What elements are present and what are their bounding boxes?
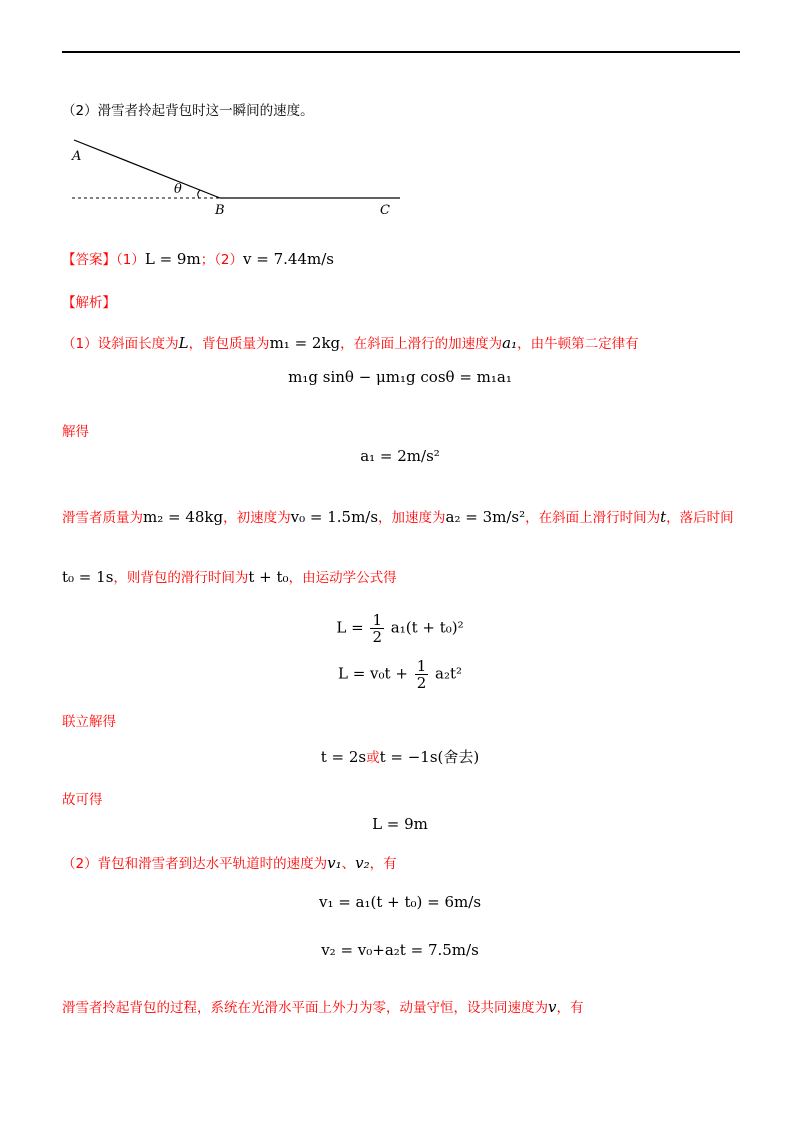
solve-label: 解得 xyxy=(62,424,89,440)
eq-L1-right: a₁(t + t₀)² xyxy=(390,618,464,637)
var-v1: v₁ xyxy=(327,854,342,872)
momentum-text-b: ，有 xyxy=(556,1000,584,1016)
point-b-label: B xyxy=(215,203,225,218)
fraction-half xyxy=(370,612,384,645)
frac-num: 1 xyxy=(416,657,427,675)
part2-intro xyxy=(62,852,397,872)
skier-text-a: 滑雪者质量为 xyxy=(62,510,143,526)
var-t: t xyxy=(660,508,667,526)
var-a2: a₂ = 3m/s² xyxy=(445,508,526,526)
part1-text-c: ，在斜面上滑行的加速度为 xyxy=(340,336,503,352)
joint-solve-label: 联立解得 xyxy=(62,714,116,730)
part1-text-a: （1）设斜面长度为 xyxy=(62,336,179,352)
skier-text-c: ，加速度为 xyxy=(378,510,446,526)
part1-intro xyxy=(62,332,639,352)
var-t-plus-t0: t + t₀ xyxy=(248,568,289,586)
skier-line xyxy=(62,506,734,526)
part1-text-b: ，背包质量为 xyxy=(188,336,270,352)
var-L: L xyxy=(178,334,189,352)
eq-L1-left: L = xyxy=(336,618,364,637)
var-v: v xyxy=(548,998,557,1016)
var-v2: v₂ xyxy=(355,854,370,872)
t0-text-b: ，则背包的滑行时间为 xyxy=(113,570,249,586)
eq-t-rejected: t = −1s(舍去) xyxy=(379,748,480,766)
eq-L2-right: a₂t² xyxy=(435,664,463,683)
eq-t-value: t = 2s xyxy=(320,748,367,766)
eq-v1: v₁ = a₁(t + t₀) = 6m/s xyxy=(318,893,482,911)
eq-L-kinematic-2 xyxy=(0,658,800,691)
eq-L-kinematic-1 xyxy=(0,612,800,645)
answer-p2-value: v = 7.44m/s xyxy=(243,250,334,268)
var-v0: v₀ = 1.5m/s xyxy=(290,508,379,526)
eq-v2: v₂ = v₀+a₂t = 7.5m/s xyxy=(321,941,479,959)
header-rule xyxy=(62,51,740,53)
answer-sep: ； xyxy=(200,252,215,268)
eq-t-solution xyxy=(0,746,800,767)
or-word: 或 xyxy=(366,750,380,766)
answer-p1-label: （1） xyxy=(116,252,145,268)
fraction-half xyxy=(415,658,429,691)
var-m2: m₂ = 48kg xyxy=(143,508,224,526)
part2-text-a: （2）背包和滑雪者到达水平轨道时的速度为 xyxy=(62,856,328,872)
answer-p1-value: L = 9m xyxy=(144,250,201,268)
eq-a1: a₁ = 2m/s² xyxy=(360,447,440,465)
part2-text-c: ，有 xyxy=(369,856,397,872)
frac-num: 1 xyxy=(372,611,382,629)
var-m1: m₁ = 2kg xyxy=(269,334,341,352)
skier-text-d: ，在斜面上滑行时间为 xyxy=(525,510,661,526)
point-a-label: A xyxy=(72,149,82,164)
answer-line xyxy=(62,248,334,268)
analysis-tag: 【解析】 xyxy=(62,295,116,311)
eq-L-result: L = 9m xyxy=(372,815,428,833)
var-t0: t₀ = 1s xyxy=(62,568,114,586)
var-a1: a₁ xyxy=(502,334,518,352)
point-c-label: C xyxy=(380,203,390,218)
frac-den: 2 xyxy=(372,628,382,646)
momentum-text-a: 滑雪者拎起背包的过程，系统在光滑水平面上外力为零，动量守恒，设共同速度为 xyxy=(62,1000,548,1016)
t0-text-c: ，由运动学公式得 xyxy=(288,570,397,586)
frac-den: 2 xyxy=(416,674,427,692)
question-text: （2）滑雪者拎起背包时这一瞬间的速度。 xyxy=(62,103,314,119)
eq-newton: m₁g sinθ − μm₁g cosθ = m₁a₁ xyxy=(288,368,512,386)
skier-text-b: ，初速度为 xyxy=(223,510,291,526)
part2-text-b: 、 xyxy=(341,856,356,872)
angle-theta-label: θ xyxy=(174,182,182,197)
hence-label: 故可得 xyxy=(62,792,103,808)
answer-tag: 【答案】 xyxy=(62,252,116,268)
eq-L2-left: L = v₀t + xyxy=(337,664,408,683)
t0-line xyxy=(62,566,397,586)
incline-figure xyxy=(62,132,407,222)
momentum-line xyxy=(62,996,583,1016)
part1-text-d: ，由牛顿第二定律有 xyxy=(517,336,639,352)
answer-p2-label: （2） xyxy=(214,252,244,268)
skier-text-e: ，落后时间 xyxy=(666,510,734,526)
